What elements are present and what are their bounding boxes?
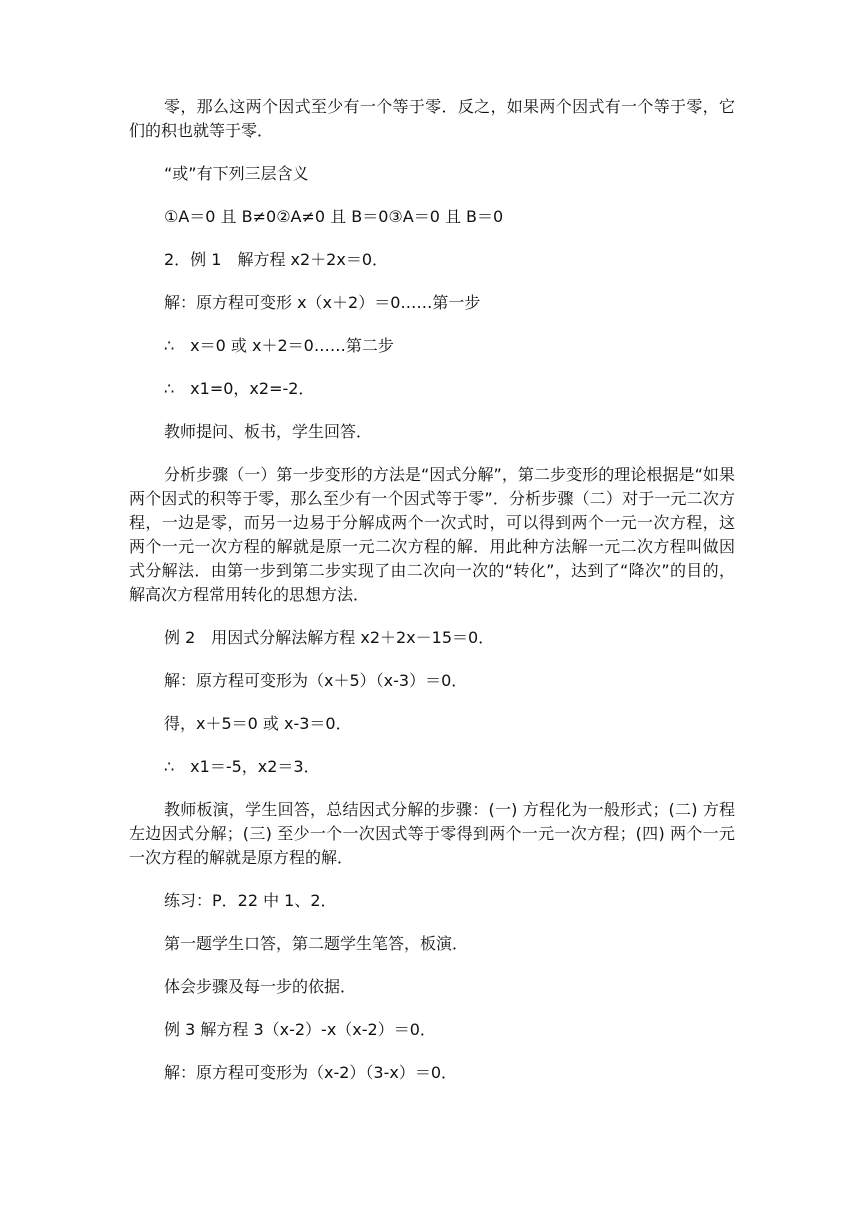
paragraph-teacher-question: 教师提问、板书，学生回答． xyxy=(164,422,373,441)
paragraph-example-3-step-1: 解：原方程可变形为（x-2）（3-x）＝0． xyxy=(164,1063,458,1082)
paragraph-solution-step-1: 解：原方程可变形 x（x＋2）＝0……第一步 xyxy=(164,293,481,312)
paragraph-example-2-step-1: 解：原方程可变形为（x＋5）（x-3）＝0． xyxy=(164,671,468,690)
paragraph-example-2: 例 2 用因式分解法解方程 x2＋2x－15＝0． xyxy=(164,628,495,647)
paragraph-summary-steps: 教师板演，学生回答，总结因式分解的步骤：(一) 方程化为一般形式；(二) 方程左边因式分解；(三) 至少一个一次因式等于零得到两个一元一次方程；(四) 两个一元一次方程的解就是原方程的解． xyxy=(129,800,735,867)
paragraph-example-3: 例 3 解方程 3（x-2）-x（x-2）＝0． xyxy=(164,1020,436,1039)
paragraph-solution-step-2: ∴ x＝0 或 x＋2＝0……第二步 xyxy=(164,336,394,355)
paragraph-reflection: 体会步骤及每一步的依据． xyxy=(164,977,357,996)
paragraph-analysis: 分析步骤（一）第一步变形的方法是“因式分解”，第二步变形的理论根据是“如果两个因式的积等于零，那么至少有一个因式等于零”．分析步骤（二）对于一元二次方程，一边是零，而另一边易于分解成两个一次式时，可以得到两个一元一次方程，这两个一元一次方程的解就是原一元二次方程的解．用此种方法解一元二次方程叫做因式分解法．由第一步到第二步实现了由二次向一次的“转化”，达到了“降次”的目的，解高次方程常用转化的思想方法． xyxy=(129,465,735,604)
paragraph-zero-product: 零，那么这两个因式至少有一个等于零．反之，如果两个因式有一个等于零，它们的积也就等于零． xyxy=(129,97,735,140)
paragraph-example-1: 2．例 1 解方程 x2＋2x＝0． xyxy=(164,250,389,269)
paragraph-or-meaning: “或”有下列三层含义 xyxy=(164,164,309,183)
paragraph-practice: 练习：P．22 中 1、2． xyxy=(164,891,337,910)
paragraph-practice-method: 第一题学生口答，第二题学生笔答，板演． xyxy=(164,934,469,953)
paragraph-three-cases: ①A＝0 且 B≠0②A≠0 且 B＝0③A＝0 且 B＝0 xyxy=(164,207,504,226)
document-body xyxy=(129,95,735,1104)
paragraph-example-2-step-2: 得，x＋5＝0 或 x-3＝0． xyxy=(164,714,352,733)
paragraph-solution-result-1: ∴ x1=0，x2=-2． xyxy=(164,379,315,398)
paragraph-example-2-result: ∴ x1＝-5，x2＝3． xyxy=(164,757,320,776)
